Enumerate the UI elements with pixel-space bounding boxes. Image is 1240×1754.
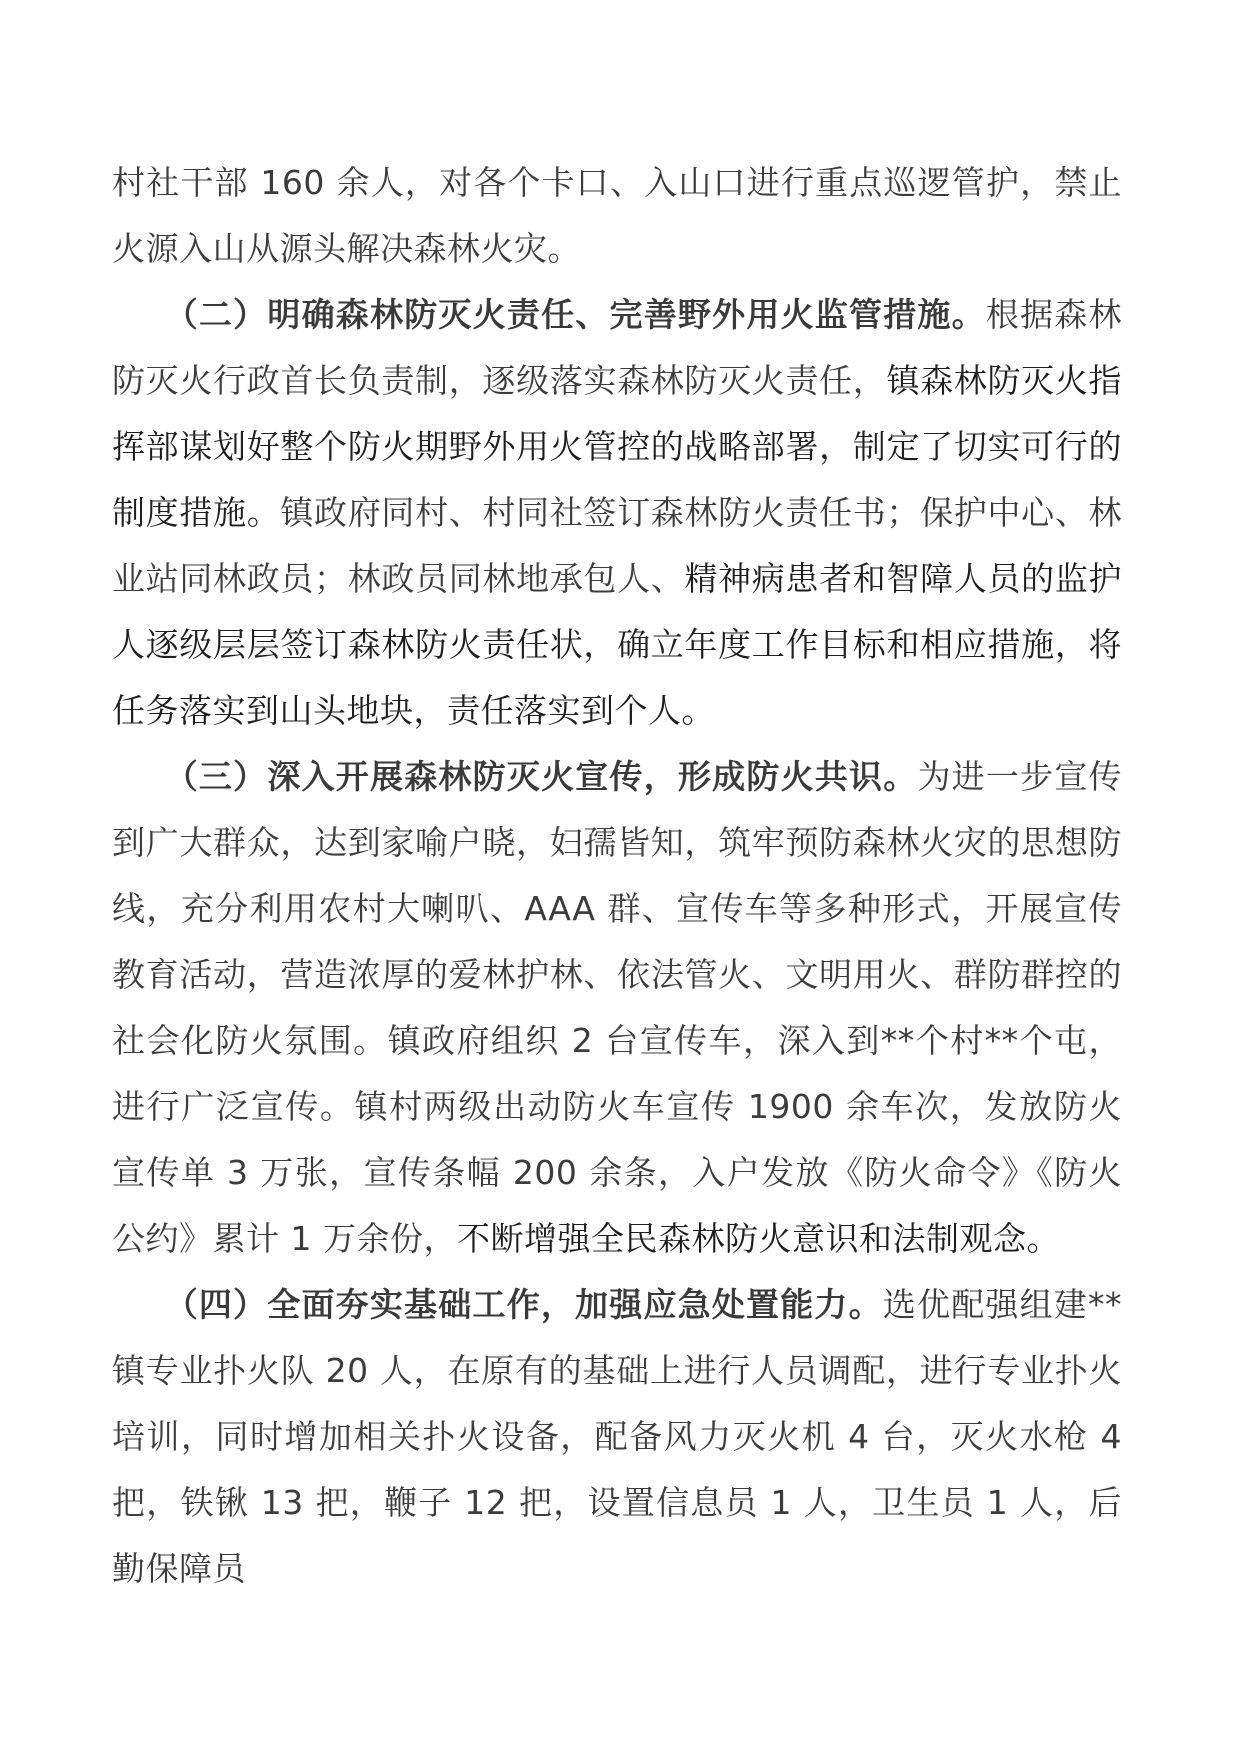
paragraph-text-emphasis: 不断增强全民森林防火意识和法制观念。 xyxy=(456,1219,1060,1258)
section-heading-3: （三）深入开展森林防灭火宣传，形成防火共识。 xyxy=(164,757,918,796)
paragraph-text: 根据森林防灭火行政首长负责制，逐级落实森林防灭火责任， xyxy=(112,295,1123,400)
paragraph-text: 为进一步宣传到广大群众，达到家喻户晓，妇孺皆知，筑牢预防森林火灾的思想防线，充分利用农村大喇叭、AAA 群、宣传车等多种形式，开展宣传教育活动，营造浓厚的爱林护林、依法管火、文明用火、群防群控的社会化防火氛围。镇政府组织 2 台宣传车，深入到**个村**个屯，进行广泛宣传。镇村两级出动防火车宣传 1900 余车次，发放防火宣传单 3 万张，宣传条幅 200 余条，入户发放《防火命令》《防火公约》累计 1 万余份， xyxy=(112,757,1123,1258)
section-heading-2: （二）明确森林防灭火责任、完善野外用火监管措施。 xyxy=(164,295,986,334)
paragraph-text-emphasis: 精神病患者和智障人员的监护人逐级层层签订森林防火责任状，确立年度工作目标和相应措施，将任务落实到山头地块，责任落实到个人。 xyxy=(112,559,1123,730)
paragraph-section-4 xyxy=(112,1272,1122,1602)
paragraph-section-2 xyxy=(112,282,1122,744)
paragraph-text-emphasis: 镇森林防灭火指挥部谋划好整个防火期野外用火管控的战略部署，制定了切实可行的制度措施。 xyxy=(112,361,1123,532)
paragraph-text: 选优配强组建**镇专业扑火队 20 人，在原有的基础上进行人员调配，进行专业扑火培训，同时增加相关扑火设备，配备风力灭火机 4 台，灭火水枪 4 把，铁锹 13 把，鞭子 12 把，设置信息员 1 人，卫生员 1 人，后勤保障员 xyxy=(112,1285,1123,1588)
paragraph-section-3 xyxy=(112,744,1122,1272)
paragraph-continuation xyxy=(112,150,1122,282)
paragraph-text: 村社干部 160 余人，对各个卡口、入山口进行重点巡逻管护，禁止火源入山从源头解决森林火灾。 xyxy=(112,163,1122,268)
document-body xyxy=(112,150,1122,1602)
paragraph-text: 镇政府同村、村同社签订森林防火责任书；保护中心、林业站同林政员；林政员同林地承包人、 xyxy=(112,493,1123,598)
section-heading-4: （四）全面夯实基础工作，加强应急处置能力。 xyxy=(164,1285,883,1324)
